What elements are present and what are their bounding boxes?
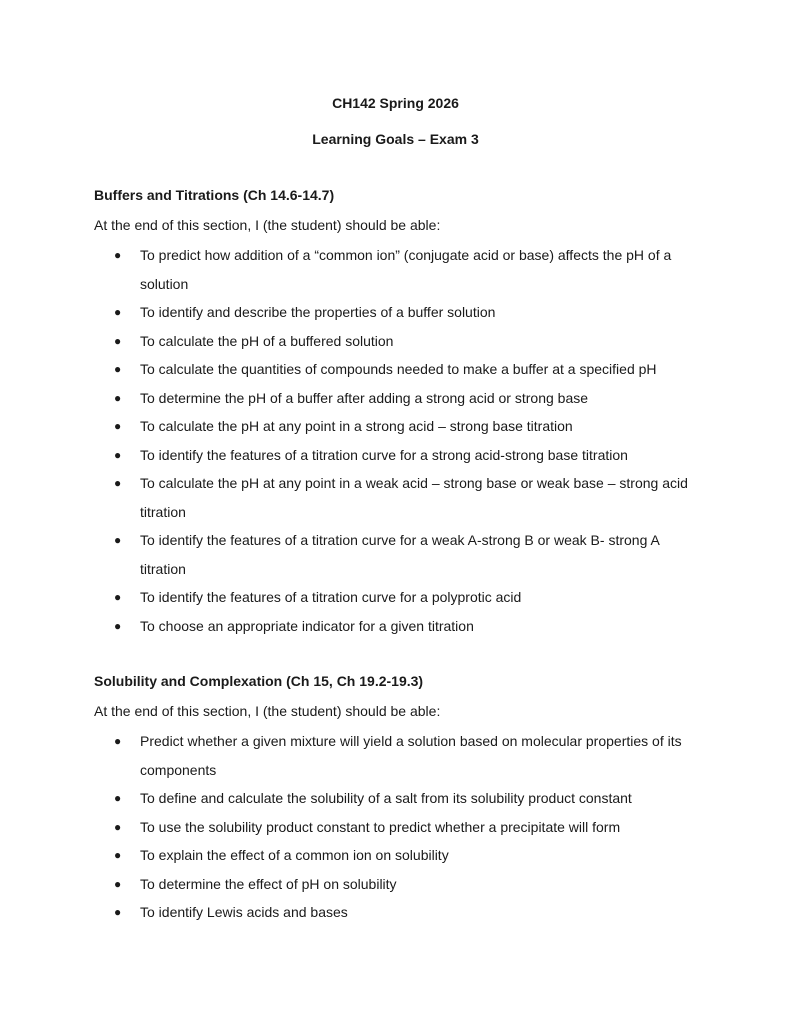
goal-text: To identify the features of a titration curve for a strong acid-strong base titration — [140, 446, 628, 463]
bullet-icon: ● — [114, 876, 122, 891]
goal-item — [0, 612, 791, 641]
goal-text: To explain the effect of a common ion on solubility — [140, 847, 449, 863]
goal-text: Predict whether a given mixture will yield a solution based on molecular properties of its components — [140, 733, 682, 778]
goal-text: To identify and describe the properties of a buffer solution — [140, 304, 496, 320]
goal-text: To determine the pH of a buffer after adding a strong acid or strong base — [140, 389, 589, 406]
bullet-icon: ● — [114, 848, 122, 862]
goal-item — [0, 870, 791, 899]
goal-item — [0, 441, 791, 470]
goal-text: To identify the features of a titration curve for a weak A-strong B or weak B- strong A titration — [140, 532, 660, 577]
goal-text: To identify the features of a titration curve for a polyprotic acid — [140, 589, 522, 605]
goal-text: To use the solubility product constant to predict whether a precipitate will form — [140, 818, 621, 835]
bullet-icon: ● — [114, 819, 122, 834]
bullet-icon: ● — [114, 362, 122, 376]
section-intro-buffers: At the end of this section, I (the student) should be able: — [94, 217, 441, 233]
goal-item — [0, 784, 791, 813]
goal-text: To choose an appropriate indicator for a given titration — [140, 617, 474, 634]
goal-text: To calculate the quantities of compounds needed to make a buffer at a specified pH — [140, 361, 657, 377]
bullet-icon: ● — [114, 533, 122, 547]
goal-item — [0, 327, 791, 356]
goal-item — [0, 412, 791, 441]
bullet-icon: ● — [114, 333, 122, 348]
bullet-icon: ● — [114, 791, 122, 805]
bullet-icon: ● — [114, 590, 122, 604]
goal-item — [0, 298, 791, 327]
bullet-icon: ● — [114, 248, 122, 262]
bullet-icon: ● — [114, 618, 122, 633]
goal-item — [0, 469, 791, 526]
goal-item — [0, 526, 791, 583]
bullet-icon: ● — [114, 447, 122, 462]
page-title: CH142 Spring 2026 — [332, 95, 459, 111]
goal-item — [0, 841, 791, 870]
goal-item — [0, 813, 791, 842]
bullet-icon: ● — [114, 476, 122, 490]
bullet-icon: ● — [114, 419, 122, 433]
goal-item — [0, 898, 791, 927]
goal-text: To calculate the pH of a buffered solution — [140, 332, 394, 349]
goal-item — [0, 583, 791, 612]
goal-text: To define and calculate the solubility of a salt from its solubility product constant — [140, 790, 632, 806]
goal-text: To calculate the pH at any point in a weak acid – strong base or weak base – strong acid titration — [140, 475, 688, 520]
page-subtitle: Learning Goals – Exam 3 — [312, 131, 479, 147]
goal-text: To determine the effect of pH on solubility — [140, 875, 397, 892]
bullet-icon: ● — [114, 390, 122, 405]
goals-list-solubility — [0, 727, 791, 927]
bullet-icon: ● — [114, 734, 122, 748]
section-heading-solubility: Solubility and Complexation (Ch 15, Ch 19.2-19.3) — [94, 673, 424, 689]
goal-text: To calculate the pH at any point in a strong acid – strong base titration — [140, 418, 573, 434]
goal-item — [0, 355, 791, 384]
section-intro-solubility: At the end of this section, I (the student) should be able: — [94, 703, 441, 719]
bullet-icon: ● — [114, 905, 122, 919]
goal-item — [0, 727, 791, 784]
goals-list-buffers — [0, 241, 791, 640]
goal-item — [0, 384, 791, 413]
goal-item — [0, 241, 791, 298]
bullet-icon: ● — [114, 305, 122, 319]
goal-text: To identify Lewis acids and bases — [140, 904, 348, 920]
goal-text: To predict how addition of a “common ion” (conjugate acid or base) affects the pH of a solution — [140, 247, 672, 292]
section-heading-buffers: Buffers and Titrations (Ch 14.6-14.7) — [94, 187, 335, 203]
